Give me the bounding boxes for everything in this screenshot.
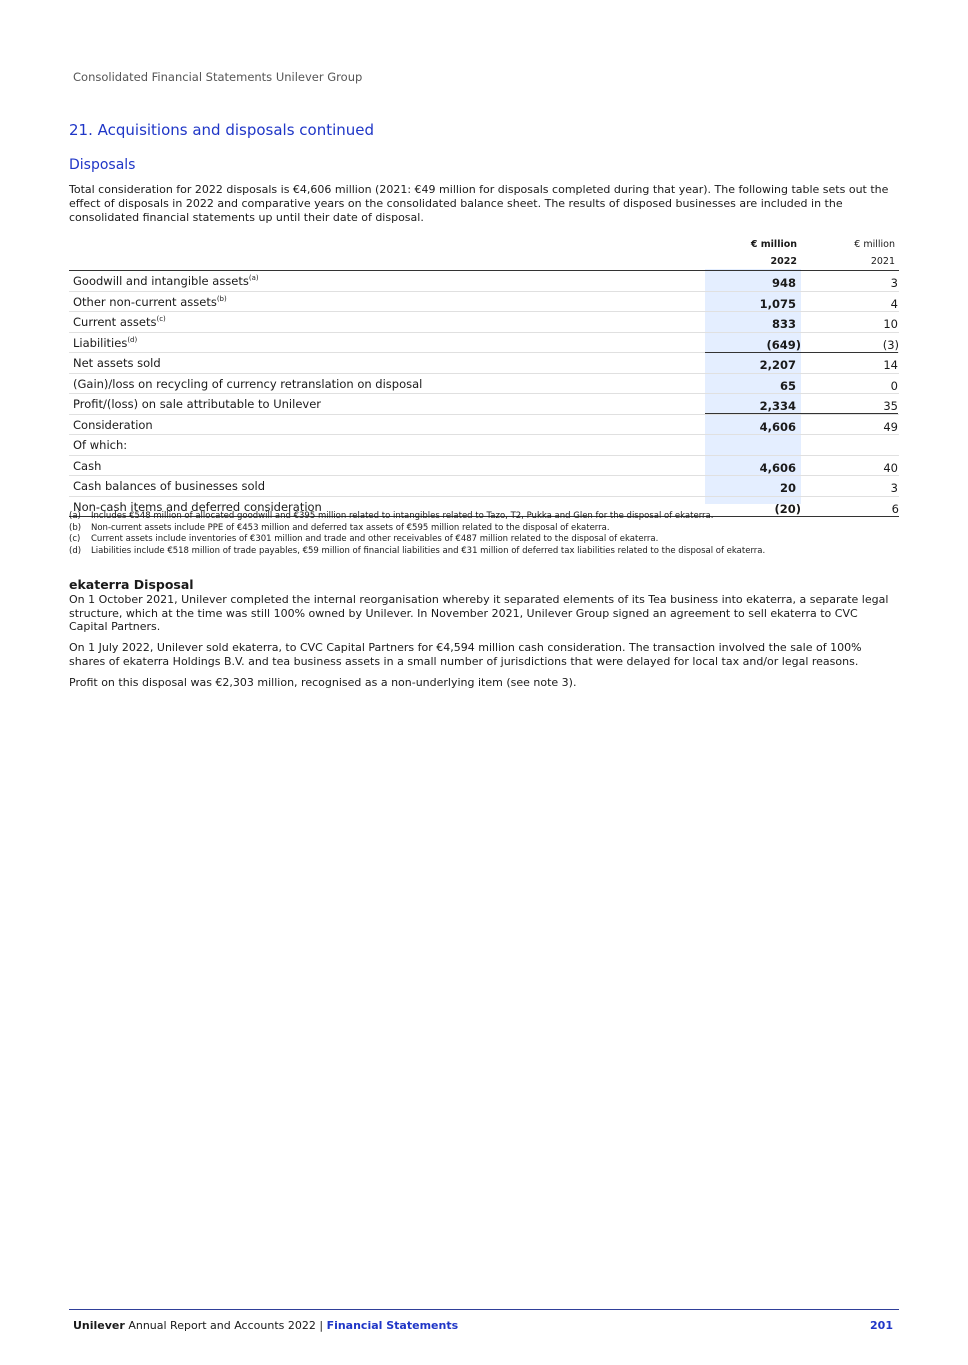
value-2022: 948	[771, 276, 796, 290]
table-row	[69, 394, 899, 415]
running-header: Consolidated Financial Statements Unilever Group	[73, 70, 363, 84]
row-label: Non-cash items and deferred consideration	[73, 499, 322, 514]
value-2022: 1,075	[759, 296, 796, 311]
table-row	[69, 374, 899, 395]
value-2021: 49	[883, 419, 898, 434]
value-2021: 3	[890, 481, 898, 495]
footer-report: Annual Report and Accounts 2022 |	[128, 1319, 324, 1332]
ekaterra-paragraph-3: Profit on this disposal was €2,303 million, recognised as a non-underlying item (see note 3).	[69, 676, 577, 689]
footnote-text: Current assets include inventories of €301 million and trade and other receivables of €487 million related to the disposal of ekaterra.	[91, 534, 659, 544]
table-row	[69, 271, 899, 292]
value-2021: (3)	[882, 337, 899, 352]
year-2022: 2022	[770, 256, 797, 267]
table-row	[69, 333, 899, 354]
year-2021: 2021	[870, 256, 895, 267]
section-title: 21. Acquisitions and disposals continued	[69, 121, 375, 139]
value-2021: 0	[890, 378, 898, 393]
footnote-ref: (b)	[216, 294, 227, 303]
value-2022: 2,207	[759, 358, 796, 372]
row-label: (Gain)/loss on recycling of currency retranslation on disposal	[73, 376, 423, 391]
row-label: Cash balances of businesses sold	[73, 479, 266, 493]
table-header-units	[69, 236, 899, 253]
row-label: Net assets sold	[73, 356, 161, 370]
table-row	[69, 476, 899, 497]
page-number: 201	[870, 1319, 893, 1332]
value-2021: 4	[890, 296, 898, 311]
row-label: Other non-current assets$^{(b)}$	[73, 294, 227, 309]
row-label: Liabilities$^{(d)}$	[73, 335, 138, 350]
ekaterra-paragraph-1: On 1 October 2021, Unilever completed the internal reorganisation whereby it separated elements of its Tea business into ekaterra, a separate legal structure, which at the time was still 100% owned by Unilever. In November 2021, Unilever Group signed an agreement to sell ekaterra to CVC Capital Partners.	[69, 593, 889, 633]
footnote-text: Liabilities include €518 million of trade payables, €59 million of financial liabilities and €31 million of deferred tax liabilities related to the disposal of ekaterra.	[91, 545, 766, 556]
table-row	[69, 353, 899, 374]
footnote-ref: (a)	[248, 274, 259, 282]
footnote-ref: (c)	[156, 315, 166, 323]
footnote-ref: (d)	[127, 335, 138, 344]
footer	[73, 1319, 458, 1332]
unit-2022: € million	[750, 239, 797, 250]
footnote	[69, 534, 899, 546]
row-label: Current assets$^{(c)}$	[73, 315, 166, 329]
footnote-key: (a)	[69, 511, 81, 521]
footer-divider	[69, 1309, 899, 1310]
footer-section-link[interactable]: Financial Statements	[326, 1319, 459, 1332]
footnote-key: (d)	[69, 545, 82, 556]
row-label: Goodwill and intangible assets$^{(a)}$	[73, 274, 259, 288]
value-2022: (649)	[766, 337, 801, 352]
value-2021: 10	[883, 317, 898, 331]
row-label: Profit/(loss) on sale attributable to Unilever	[73, 397, 321, 411]
value-2021: 3	[890, 276, 898, 290]
footnote-key: (b)	[69, 522, 82, 533]
footnote-text: Non-current assets include PPE of €453 million and deferred tax assets of €595 million related to the disposal of ekaterra.	[91, 522, 610, 533]
value-2022: 833	[771, 317, 796, 331]
table-row	[69, 435, 899, 456]
table-row	[69, 292, 899, 313]
table-header-years	[69, 253, 899, 271]
value-2022: 65	[779, 378, 796, 393]
value-2022: 4,606	[759, 460, 796, 475]
value-2021: 14	[883, 358, 898, 372]
value-2021: 35	[883, 399, 898, 413]
footnote	[69, 546, 899, 558]
value-2022: 4,606	[759, 419, 796, 434]
intro-paragraph: Total consideration for 2022 disposals is €4,606 million (2021: €49 million for disposals completed during that year). The following table sets out the effect of disposals in 2022 and comparative years on the consolidated balance sheet. The results of disposed businesses are included in the consolidated financial statements up until their date of disposal.	[69, 183, 889, 224]
ekaterra-paragraph-2: On 1 July 2022, Unilever sold ekaterra, to CVC Capital Partners for €4,594 million cash consideration. The transaction involved the sale of 100% shares of ekaterra Holdings B.V. and tea business assets in a small number of jurisdictions that were delayed for local tax and/or legal reasons.	[69, 641, 862, 668]
footnote	[69, 523, 899, 535]
footnote	[69, 511, 899, 523]
footnotes	[69, 511, 899, 557]
footer-brand: Unilever	[73, 1319, 125, 1332]
footnote-key: (c)	[69, 534, 81, 544]
subsection-title: Disposals	[69, 157, 136, 173]
ekaterra-heading: ekaterra Disposal	[69, 577, 194, 592]
table-row	[69, 456, 899, 477]
row-label: Cash	[73, 458, 102, 473]
value-2021: 40	[883, 460, 898, 475]
row-label: Of which:	[73, 438, 128, 452]
value-2022: 20	[779, 481, 796, 495]
row-label: Consideration	[73, 417, 153, 432]
table-row	[69, 415, 899, 436]
unit-2021: € million	[854, 239, 895, 250]
table-row	[69, 312, 899, 333]
value-2022: 2,334	[759, 399, 796, 413]
footnote-text: Includes €548 million of allocated goodwill and €395 million related to intangibles related to Tazo, T2, Pukka and Glen for the disposal of ekaterra.	[91, 511, 714, 521]
value-2022: (20)	[774, 501, 801, 516]
value-2021: 6	[891, 501, 899, 516]
disposals-table	[69, 236, 899, 517]
